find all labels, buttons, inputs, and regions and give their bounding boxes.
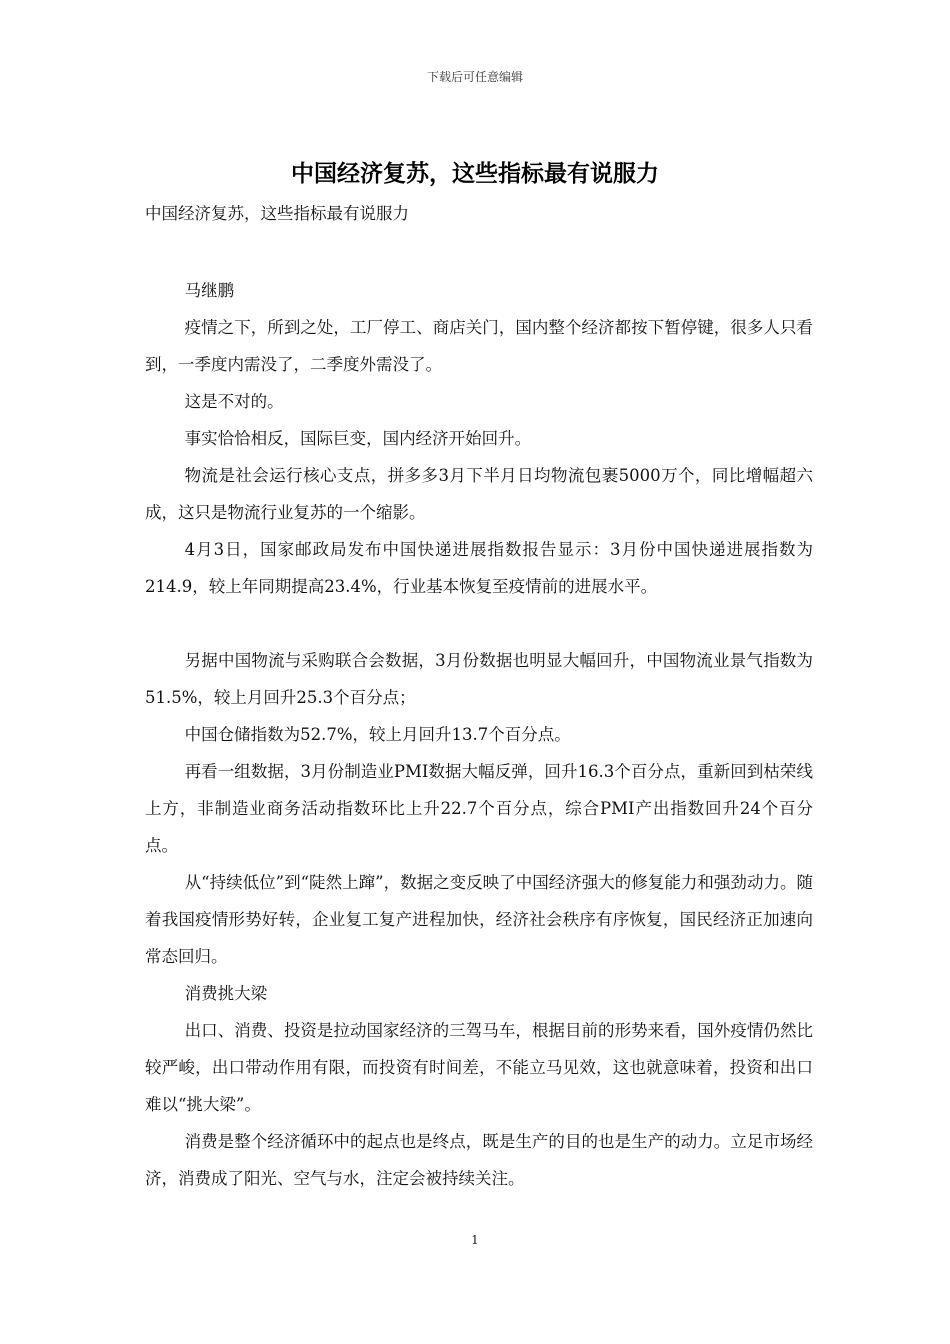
- section-heading: 消费挑大梁: [184, 984, 268, 1003]
- document-body: [145, 272, 813, 1197]
- paragraph: 4月3日，国家邮政局发布中国快递进展指数报告显示：3月份中国快递进展指数为214.9，较上年同期提高23.4%，行业基本恢复至疫情前的进展水平。: [145, 540, 813, 596]
- paragraph: 事实恰恰相反，国际巨变，国内经济开始回升。: [184, 429, 532, 448]
- paragraph: 物流是社会运行核心支点，拼多多3月下半月日均物流包裹5000万个，同比增幅超六成，这只是物流行业复苏的一个缩影。: [145, 466, 813, 522]
- page-number: 1: [471, 1233, 479, 1247]
- author-line: 马继鹏: [184, 281, 235, 300]
- paragraph: 再看一组数据，3月份制造业PMI数据大幅反弹，回升16.3个百分点，重新回到枯荣线上方，非制造业商务活动指数环比上升22.7个百分点，综合PMI产出指数回升24个百分点。: [145, 762, 813, 855]
- paragraph: 从“持续低位”到“陡然上蹿”，数据之变反映了中国经济强大的修复能力和强劲动力。随着我国疫情形势好转，企业复工复产进程加快，经济社会秩序有序恢复，国民经济正加速向常态回归。: [145, 873, 813, 966]
- page-header: 下载后可任意编辑: [426, 70, 523, 84]
- paragraph: 出口、消费、投资是拉动国家经济的三驾马车，根据目前的形势来看，国外疫情仍然比较严峻，出口带动作用有限，而投资有时间差，不能立马见效，这也就意味着，投资和出口难以“挑大梁”。: [145, 1021, 813, 1114]
- paragraph: 这是不对的。: [184, 392, 284, 411]
- paragraph: 中国仓储指数为52.7%，较上月回升13.7个百分点。: [184, 725, 571, 744]
- paragraph: 另据中国物流与采购联合会数据，3月份数据也明显大幅回升，中国物流业景气指数为51.5%，较上月回升25.3个百分点；: [145, 651, 813, 707]
- paragraph: 疫情之下，所到之处，工厂停工、商店关门，国内整个经济都按下暂停键，很多人只看到，一季度内需没了，二季度外需没了。: [145, 318, 813, 374]
- document-title: 中国经济复苏，这些指标最有说服力: [291, 161, 659, 187]
- paragraph: 消费是整个经济循环中的起点也是终点，既是生产的目的也是生产的动力。立足市场经济，消费成了阳光、空气与水，注定会被持续关注。: [145, 1132, 813, 1188]
- document-subtitle: 中国经济复苏，这些指标最有说服力: [145, 204, 409, 223]
